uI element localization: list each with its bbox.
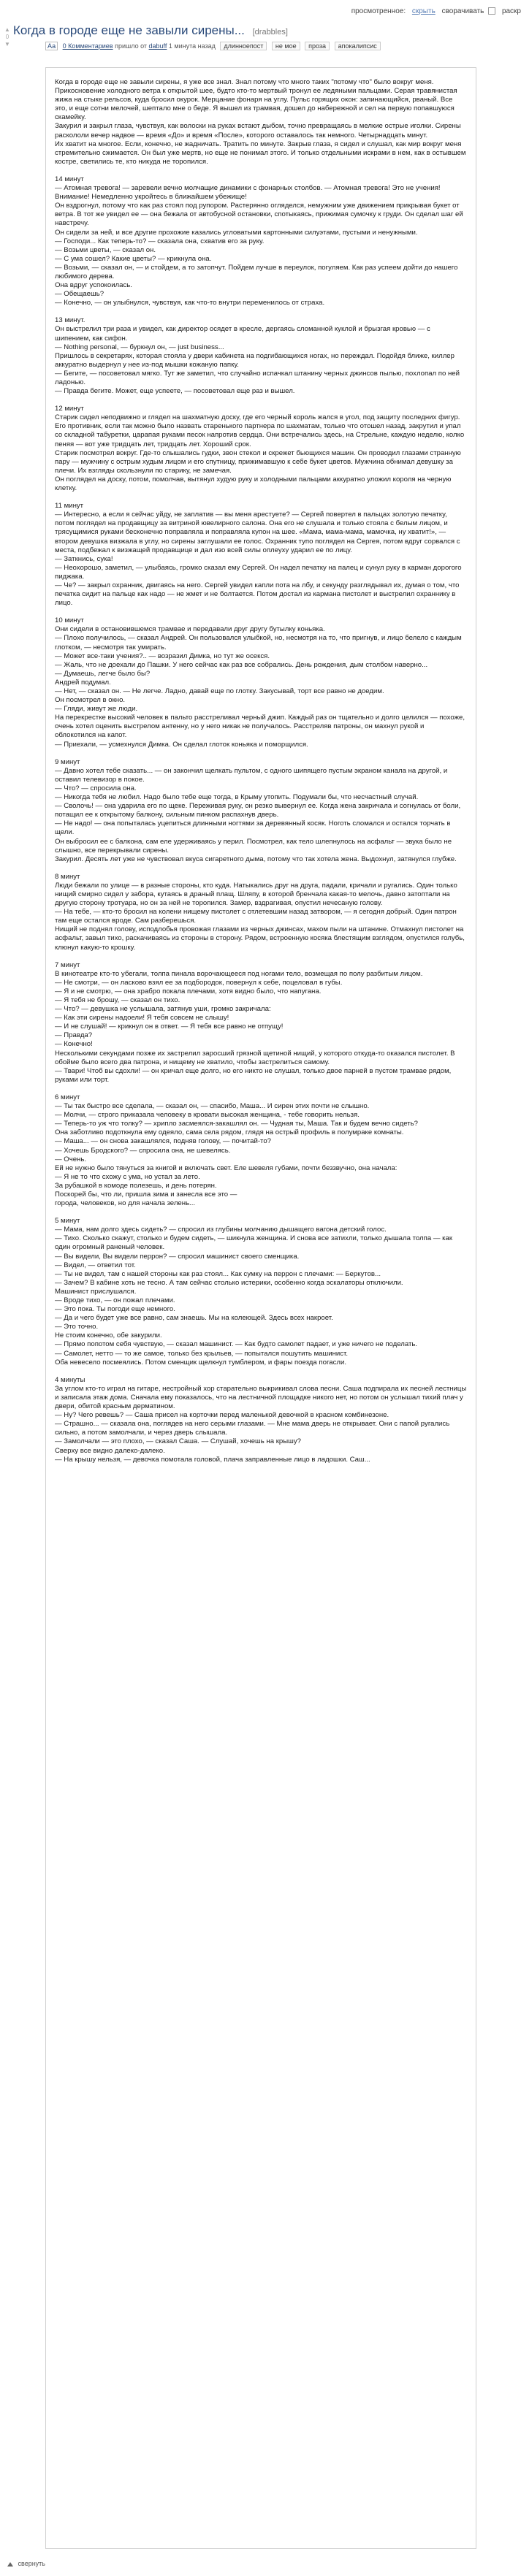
paragraph: 4 минуты За углом кто-то играл на гитаре, нестройный хор старательно выкрикивал слова песни. Саша подпирала их песней лестницы и записала этаж дома. Сначала ему показалось, что на лестничной площадке никого нет, но потом он услышал тихий плач у двери, обитой красным дерматином. — Ну? Чего ревешь? — Саша присел на корточки перед маленькой девочкой в красном комбинезоне. — Страшно... — сказала она, поглядев на него серыми глазами. — Мне мама дверь не открывает. Они с папой ругались сильно, а потом замолчали, и через дверь слышала. — Замолчали — это плохо, — сказал Саша. — Слушай, хочешь на крышу? Сверху все видно далеко-далеко. — На крышу нельзя, — девочка помотала головой, плача заправленные лицо в ладошки. Саш...: [55, 1375, 467, 1464]
author-link[interactable]: dabuff: [148, 42, 167, 50]
paragraph: 9 минут — Давно хотел тебе сказать... — он закончил щелкать пультом, с одного шипящего пустым экраном канала на другой, и оставил телевизор в покое. — Что? — спросила она. — Никогда тебя не любил. Надо было тебе еще тогда, в Крыму утопить. Подумали бы, что несчастный случай. — Сволочь! — она ударила его по щеке. Переживая руку, он резко вывернул ее. Когда жена закричала и согнулась от боли, потащил ее к открытому балкону, сильным пинком распахнув дверь. — Не надо! — она попыталась уцепиться длинными ногтями за деревянный косяк. Ноготь сломался и остался торчать в щели. Он выбросил ее с балкона, сам еле удерживаясь у перил. Посмотрел, как тело шлепнулось на асфальт — звука было не слышно, все перекрывали сирены. Закурил. Десять лет уже не чувствовал вкуса сигаретного дыма, потому что так хотела жена. Выдохнул, затянулся глубже.: [55, 757, 461, 863]
comments-link[interactable]: 0 Комментариев: [62, 42, 113, 50]
viewed-label: просмотренное:: [351, 7, 406, 15]
paragraph: 10 минут Они сидели в остановившемся трамвае и передавали друг другу бутылку коньяка. — Плохо получилось, — сказал Андрей. Он пользовался улыбкой, но, несмотря на то, что пригнув, и лицо белело с каждым глотком, — несмотря так умирать. — Может все-таки учения?.. — возразил Димка, но тут же осекся. — Жаль, что не доехали до Пашки. У него сейчас как раз все собрались. День рождения, дым столбом наверно... — Думаешь, легче было бы? Андрей подумал. — Нет, — сказал он. — Не легче. Ладно, давай еще по глотку. Закусывай, торт все равно не доедим. Он посмотрел в окно. — Гляди, живут же люди. На перекрестке высокий человек в пальто расстреливал черный джип. Каждый раз он тщательно и долго целился — похоже, очень хотел оценить выстрелом антенну, но у него никак не получалось. Расстреляв патроны, он махнул рукой и облокотился на капот. — Приехали, — усмехнулся Димка. Он сделал глоток коньяка и поморщился.: [55, 616, 465, 749]
posted-label: пришло от: [115, 42, 148, 50]
tag[interactable]: проза: [305, 42, 330, 50]
post-header: [13, 23, 510, 38]
top-bar: [0, 0, 521, 20]
vote-score: 0: [5, 34, 9, 40]
vote-up-icon[interactable]: ▲: [4, 26, 10, 33]
collapse-control[interactable]: [7, 2560, 45, 2567]
paragraph: 14 минут — Атомная тревога! — заревели вечно молчащие динамики с фонарных столбов. — Атомная тревога! Это не учения! Внимание! Немедленно укройтесь в ближайшем убежище! Он вздрогнул, потому что как раз стоял под рупором. Растерянно огляделся, немужним уже движением прикрывая букет от ветра. В тот же увидел ее — она бежала от автобусной остановки, спотыкаясь, прижимая сумочку к груди. Он сделал шаг ей навстречу. Он сидели за ней, и все другие прохожие казались угловатыми картонными силуэтами, пустыми и ненужными. — Господи... Как теперь-то? — сказала она, схватив его за руку. — Возьми цветы, — сказал он. — С ума сошел? Какие цветы? — крикнула она. — Возьми, — сказал он, — и стойдем, а то затопчут. Пойдем лучше в переулок, погуляем. Как раз успеем дойти до нашего любимого дерева. Она вдруг успокоилась. — Обещаешь? — Конечно, — он улыбнулся, чувствуя, как что-то внутри переменилось от страха.: [55, 175, 463, 307]
post-title[interactable]: [13, 23, 510, 38]
hide-link[interactable]: скрыть: [411, 7, 436, 15]
post-title-text[interactable]: Когда в городе еще не завыли сирены...: [13, 23, 245, 37]
tag[interactable]: не мое: [272, 42, 300, 50]
paragraph: 12 минут Старик сидел неподвижно и глядел на шахматную доску, где его черный король жался в угол, под защиту последних фигур. Его противник, если так можно было назвать старенького партнера по шахматам, только что отошел назад, закрутил и упал со складной табуретки, царапая руками песок напротив сердца. Они встречались здесь, на Стрельне, каждую неделю, колко пеняя — вот уже тридцать лет, тридцать лет. Хороший срок. Старик посмотрел вокруг. Где-то слышались гудки, звон стекол и скрежет бьющихся машин. Он проводил глазами странную пару — мужчину с острым худым лицом и его спутницу, прижимавшую к себе букет цветов. Мужчина обнимал девушку за плечи. Их взгляды скользнули по старику, не замечая. Он поглядел на доску, потом, помолчав, вытянул худую руку и холодными пальцами аккуратно уложил короля на черную клетку.: [55, 405, 465, 493]
paragraph: 11 минут — Интересно, а если я сейчас уйду, не заплатив — вы меня арестуете? — Сергей повертел в пальцах золотую печатку, потом поглядел на продавщицу за витриной ювелирного салона. Она его не слушала и только стояла с белым лицом, и трясущимися руками бесконечно поправляла и поправляла купон на шее. «Мама, мама-мама, мамочка, ну хватит!», — втором девушка визжала в углу, но сирены заглушали ее голос. Охранник тупо поглядел на Сергея, потом вдруг сорвался с места, подбежал к визжащей продавщице и дал изо всей силы оплеуху ударил ее по лицу. — Заткнись, сука! — Неохорошо, заметил, — улыбаясь, громко сказал ему Сергей. Он надел печатку на палец и сунул руку в карман дорогого пиджака. — Че? — закрыл охранник, двигаясь на него. Сергей увидел капли пота на лбу, и секунду разглядывал их, думая о том, что печатка сидит на пальце как надо — не жмет и не болтается. Потом достал из кармана пистолет и выстрелил охраннику в лицо.: [55, 502, 462, 608]
paragraph: 5 минут — Мама, нам долго здесь сидеть? — спросил из глубины молчанию дышащего вагона детский голос. — Тихо. Сколько скажут, столько и будем сидеть, — шикнула женщина. И снова все затихли, только дышала толпа — как один огромный раненый человек. — Вы видели, Вы видели перрон? — спросил машинист своего сменщика. — Видел, — ответил тот. — Ты не видел, там с нашей стороны как раз стоял... Как сумку на перрон с плечами: — Беркутов... — Зачем? В кабине хоть не тесно. А там сейчас столько истерики, особенно когда эскалаторы отключили. Машинист прислушался. — Вроде тихо, — он пожал плечами. — Это пока. Ты погоди еще немного. — Да и чего будет уже все равно, сам знаешь. Мы на колеющей. Здесь всех накроет. — Это точно. Не стоим конечно, обе закурили. — Прямо попотом себя чувствую, — сказал машинист. — Как будто самолет падает, и уже ничего не поделать. — Самолет, нетто — то же самое, только без крыльев, — попытался пошутить машинист. Оба невесело посмеялись. Потом сменщик щелкнул тумблером, и фары поезда погасли.: [55, 1217, 453, 1367]
tag[interactable]: длинноепост: [220, 42, 267, 50]
paragraph: 13 минут. Он выстрелил три раза и увидел, как директор осядет в кресле, дергаясь сломанной куклой и брызгая кровью — с шипением, как сифон. — Nothing personal, — буркнул он, — just business... Пришлось в секретарях, которая стояла у двери кабинета на подгибающихся ногах, но переждал. Подойдя ближе, киллер аккуратно выдернул у нее из-под мышки кожаную папку. — Бегите, — посоветовал мягко. Тут же заметил, что случайно испачкал штанину черных джинсов пылью, похлопал по ней ладонью. — Правда бегите. Может, еще успеете, — посоветовал еще раз и вышел.: [55, 316, 460, 396]
post-category: [drabbles]: [252, 28, 288, 37]
vote-widget: [4, 26, 11, 48]
collapse-label: сворачивать: [441, 7, 484, 15]
view-options: [347, 7, 521, 15]
expand-label[interactable]: раскр: [501, 7, 521, 15]
vote-down-icon[interactable]: ▼: [4, 41, 10, 47]
collapse-label[interactable]: свернуть: [18, 2560, 45, 2567]
post-time: 1 минута назад: [168, 42, 216, 50]
paragraph: 7 минут В кинотеатре кто-то убегали, толпа пинала ворочающееся под ногами тело, возмещая по полу разбитым лицом. — Не смотри, — он ласково взял ее за подбородок, повернул к себе, поцеловал в губы. — Я и не смотрю, — она храбро покала плечами, хотя видно было, что напугана. — Я тебя не брошу, — сказал он тихо. — Что? — девушка не услышала, затянув уши, громко закричала: — Как эти сирены надоели! Я тебя совсем не слышу! — И не слушай! — крикнул он в ответ. — Я тебя все равно не отпущу! — Правда? — Конечно! Несколькими секундами позже их застрелил заросший грязной щетиной нищий, у которого откуда-то оказался пистолет. В обойме было всего два патрона, и нищему не хватило, чтобы застрелиться самому. — Твари! Чтоб вы сдохли! — он кричал еще долго, но его никто не слушал, только двое парней в пустом трамвае рядом, руками или торт.: [55, 960, 455, 1084]
font-size-button[interactable]: Аа: [45, 42, 58, 50]
collapse-up-icon[interactable]: [7, 2562, 13, 2567]
post-meta: [45, 42, 513, 50]
paragraph: 6 минут — Ты так быстро все сделала, — сказал он, — спасибо, Маша... И сирен этих почти не слышно. — Молчи, — строго приказала человеку в кровати высокая женщина, - тебе говорить нельзя. — Теперь-то уж что толку? — хрипло засмеялся-закашлял он. — Чудная ты, Маша. Так и будем вечно сидеть? Она заботливо подоткнула ему одеяло, сама села рядом, глядя на острый профиль в полумраке комнаты. — Маша... — он снова закашлялся, подняв голову, — почитай-то? — Хочешь Бродского? — спросила она, не шевелясь. — Очень. Ей не нужно было тянуться за книгой и включать свет. Еле шевеля губами, почти беззвучно, она начала: — Я не то что схожу с ума, но устал за лето. За рубашкой в комоде полезешь, и день потерян. Поскорей бы, что ли, пришла зима и занесла все это — города, человеков, но для начала зелень...: [55, 1093, 418, 1208]
post-content: [45, 67, 476, 2549]
collapse-checkbox[interactable]: [488, 7, 495, 15]
paragraph: Когда в городе еще не завыли сирены, я уже все знал. Знал потому что много таких "потому что" было вокруг меня. Прикосновение холодного ветра к открытой шее, будто кто-то мертвый тронул ее ледяными пальцами. Серая травянистая жижа на стыке рельсов, куда бросил окурок. Мерцание фонаря на углу. Пульс горящих окон: запинающийся, рваный. Все это, и еще сотни мелочей, шептало мне о беде. Я вышел из трамвая, дошел до набережной и сел на первую попавшуюся скамейку. Закурил и закрыл глаза, чувствуя, как волоски на руках встают дыбом, точно превращаясь в мелкие острые иголки. Сирены раскололи вечер надвое — время «До» и время «После», которого оставалось так немного. Четырнадцать минут. Их хватит на многое. Если, конечно, не жадничать. Тратить по минуте. Закрыв глаза, я сидел и слушал, как мир вокруг меня стремительно сжимается. Он был уже мертв, но еще не понимал этого. И только отдельными искрами в нем, как в остывшем костре, светились те, кто никуда не торопился.: [55, 78, 466, 166]
paragraph: 8 минут Люди бежали по улице — в разные стороны, кто куда. Натыкались друг на друга, падали, кричали и ругались. Один только нищий смирно сидел у забора, кутаясь в драный плащ. Шляпу, в которой бренчала какая-то мелочь, давно затоптали на другую сторону тротуара, но он за ней не торопился. Замер, вздрагивая, опустил нечесаную голову. — На тебе, — кто-то бросил на колени нищему пистолет с отлетевшим назад затвором, — я сегодня добрый. Один патрон там еще остался вроде. Сам разберешься. Нищий не поднял голову, исподлобья провожая глазами из черных джинсах, махом пыли на штанине. Отмахнул пистолет на асфальт, завыл тихо, раскачиваясь из стороны в сторону. Рядом, встроенную косяка блестящим взглядом, опустился голубь, клюнул какую-то крошку.: [55, 872, 465, 952]
tag[interactable]: апокалипсис: [335, 42, 381, 50]
